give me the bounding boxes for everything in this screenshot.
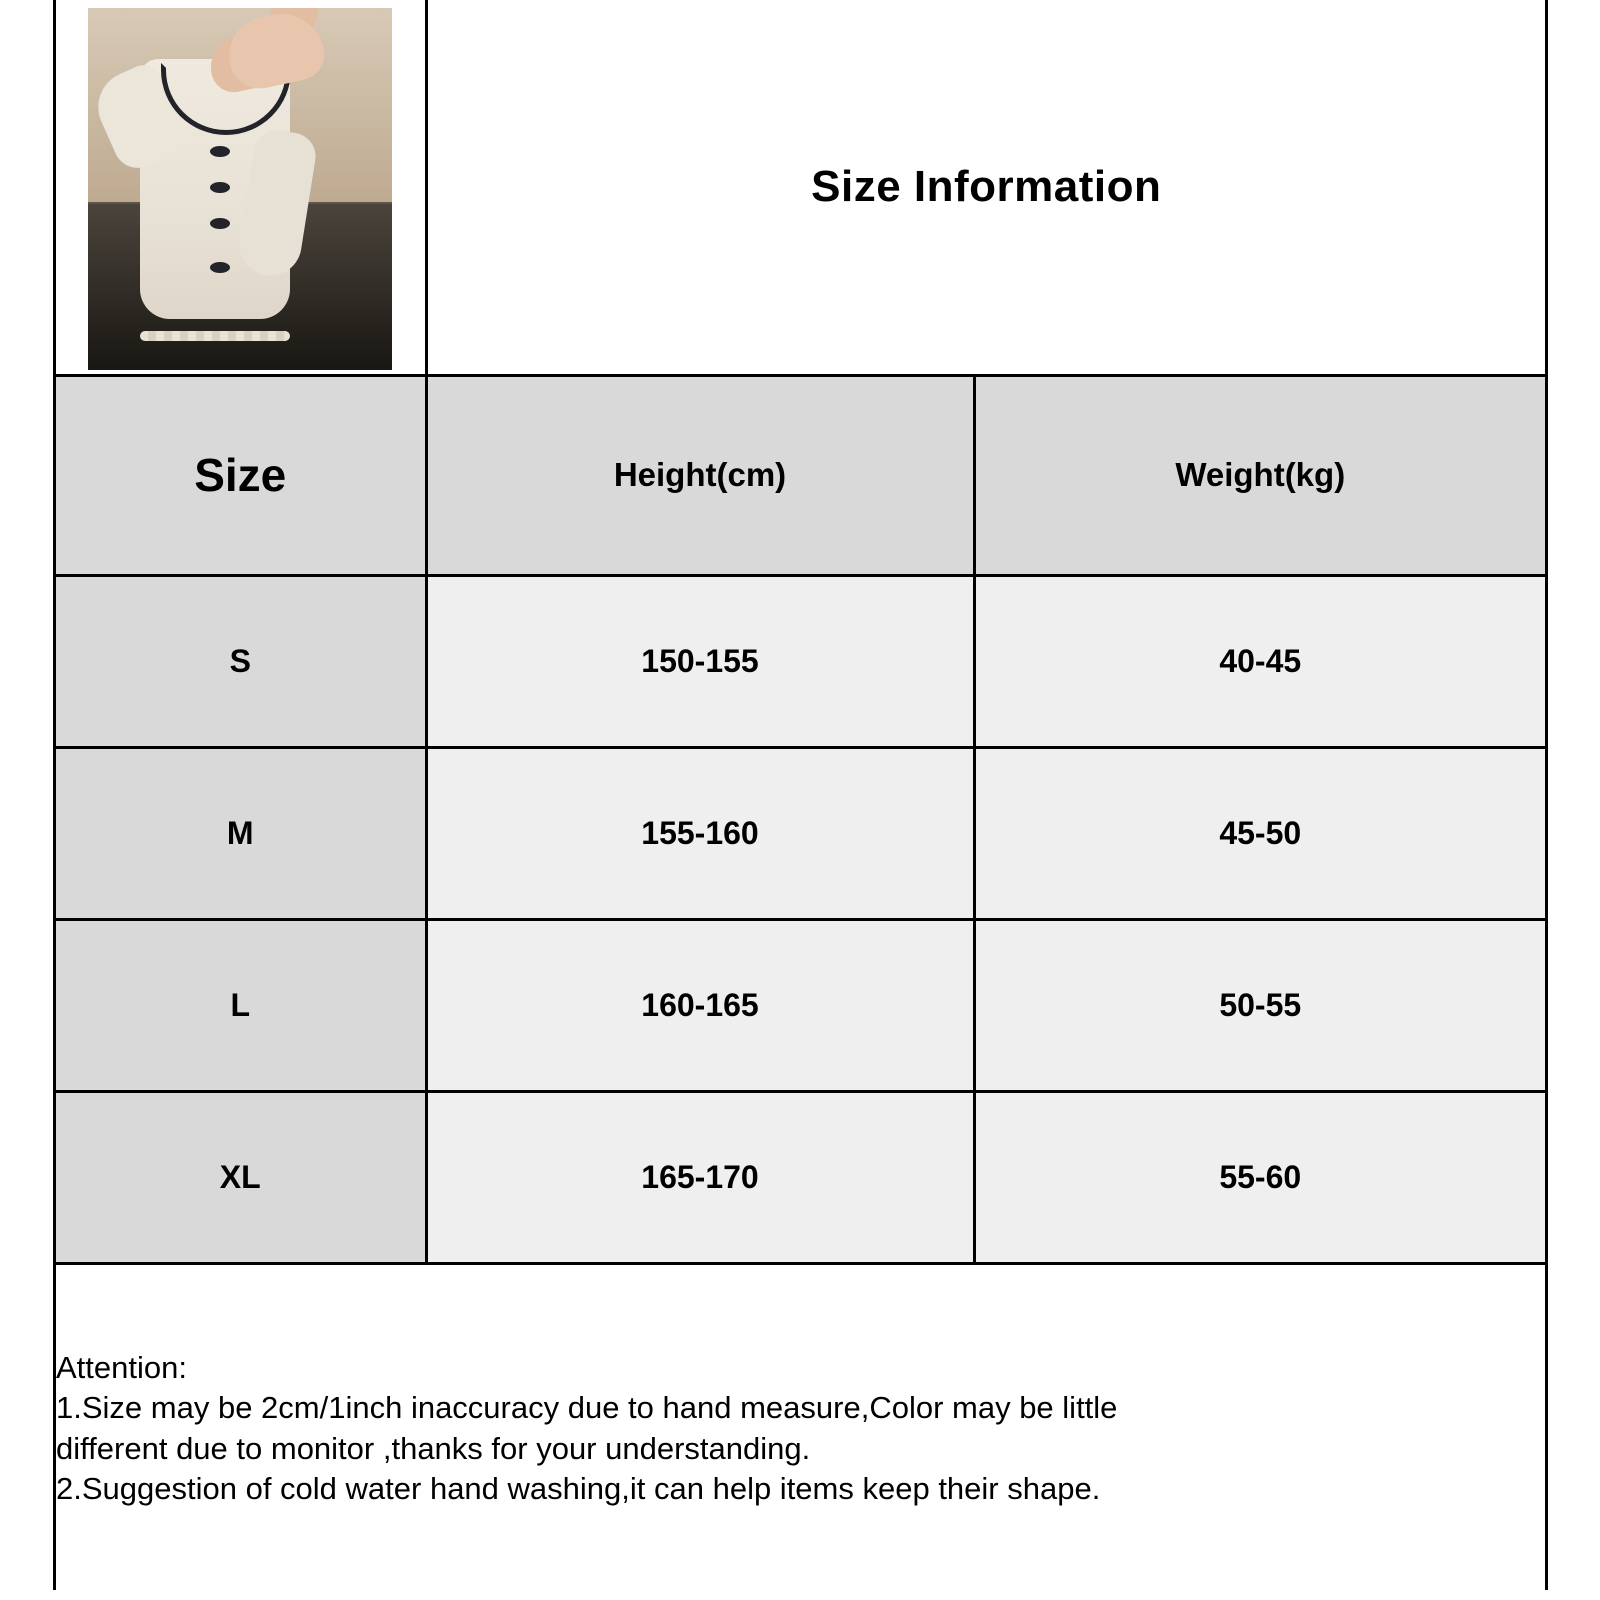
size-chart-table-wrapper <box>53 0 1548 1590</box>
cell-size-xl: XL <box>56 1091 426 1263</box>
size-information-table <box>56 0 1545 1593</box>
attention-cell <box>56 1263 1545 1593</box>
table-row <box>56 747 1545 919</box>
product-photo <box>88 8 392 370</box>
attention-heading: Attention: <box>56 1350 187 1386</box>
product-photo-cell <box>56 0 426 375</box>
table-row <box>56 575 1545 747</box>
attention-line-1: 1.Size may be 2cm/1inch inaccuracy due to hand measure,Color may be little <box>56 1390 1118 1426</box>
cell-weight-xl: 55-60 <box>974 1091 1545 1263</box>
photo-garment-hem <box>140 331 290 341</box>
cell-height-m: 155-160 <box>426 747 974 919</box>
attention-block <box>56 1348 1545 1509</box>
header-height: Height(cm) <box>426 375 974 575</box>
photo-bow-icon <box>210 146 230 157</box>
cell-size-m: M <box>56 747 426 919</box>
cell-weight-s: 40-45 <box>974 575 1545 747</box>
document-title-cell <box>426 0 1545 375</box>
cell-size-l: L <box>56 919 426 1091</box>
attention-row <box>56 1263 1545 1593</box>
title-row <box>56 0 1545 375</box>
cell-height-s: 150-155 <box>426 575 974 747</box>
table-row <box>56 919 1545 1091</box>
attention-line-2: different due to monitor ,thanks for your understanding. <box>56 1430 811 1466</box>
cell-weight-l: 50-55 <box>974 919 1545 1091</box>
attention-line-3: 2.Suggestion of cold water hand washing,it can help items keep their shape. <box>56 1471 1101 1507</box>
cell-height-l: 160-165 <box>426 919 974 1091</box>
cell-weight-m: 45-50 <box>974 747 1545 919</box>
page-title: Size Information <box>811 161 1162 211</box>
photo-bow-icon <box>210 262 230 273</box>
table-row <box>56 1091 1545 1263</box>
photo-bow-icon <box>210 182 230 193</box>
table-header-row <box>56 375 1545 575</box>
cell-height-xl: 165-170 <box>426 1091 974 1263</box>
cell-size-s: S <box>56 575 426 747</box>
header-weight: Weight(kg) <box>974 375 1545 575</box>
header-size: Size <box>56 375 426 575</box>
